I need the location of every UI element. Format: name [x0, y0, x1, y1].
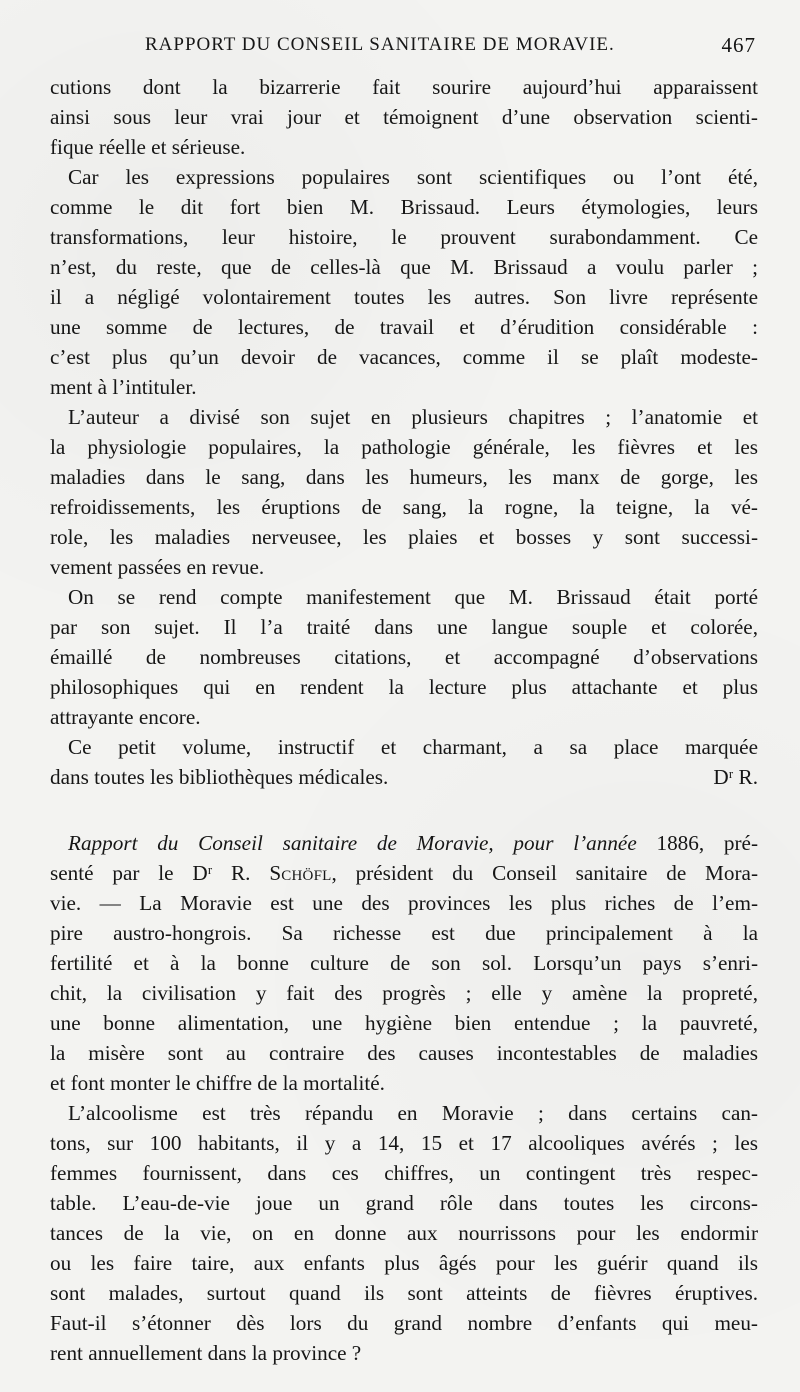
review-paragraph-3-line-4: refroidissements, les éruptions de sang, la rogne, la teigne, la vé-	[50, 495, 758, 519]
report-author-prefix: senté par le Dʳ R.	[50, 861, 251, 885]
review-paragraph-3-line-6: vement passées en revue.	[50, 555, 265, 579]
report-line-4: pire austro-hongrois. Sa richesse est due principalement à la	[50, 921, 758, 945]
review-paragraph-4-line-5: attrayante encore.	[50, 705, 201, 729]
report-paragraph-2-line-5: tances de la vie, on en donne aux nourrissons pour les endormir	[50, 1221, 758, 1245]
review-paragraph-2-line-1: Car les expressions populaires sont scientifiques ou l’ont été,	[68, 165, 758, 189]
report-paragraph-2-line-7: sont malades, surtout quand ils sont atteints de fièvres éruptives.	[50, 1281, 758, 1305]
running-title: RAPPORT DU CONSEIL SANITAIRE DE MORAVIE.	[145, 34, 615, 55]
report-paragraph-2-line-8: Faut-il s’étonner dès lors du grand nombre d’enfants qui meu-	[50, 1311, 758, 1335]
report-year: 1886, pré-	[656, 831, 759, 855]
review-paragraph-style	[50, 582, 758, 732]
report-summary	[50, 828, 758, 1098]
review-paragraph-4-line-4: philosophiques qui en rendent la lecture plus attachante et plus	[50, 675, 758, 699]
report-author-suffix: , président du Conseil sanitaire de Mora-	[331, 861, 758, 885]
review-continuation-line-1: cutions dont la bizarrerie fait sourire aujourd’hui apparaissent	[50, 75, 758, 99]
review-paragraph-2-line-3: transformations, leur histoire, le prouvent surabondamment. Ce	[50, 225, 758, 249]
report-line-8: la misère sont au contraire des causes incontestables de maladies	[50, 1041, 758, 1065]
report-paragraph-2-line-1: L’alcoolisme est très répandu en Moravie ; dans certains can-	[68, 1101, 758, 1125]
review-paragraph-3-line-1: L’auteur a divisé son sujet en plusieurs chapitres ; l’anatomie et	[68, 405, 758, 429]
report-line-7: une bonne alimentation, une hygiène bien entendue ; la pauvreté,	[50, 1011, 758, 1035]
review-paragraph-conclusion	[50, 732, 758, 792]
page-number: 467	[721, 33, 756, 57]
review-paragraph-popular-expressions	[50, 162, 758, 402]
report-paragraph-2-line-3: femmes fournissent, dans ces chiffres, un contingent très respec-	[50, 1161, 758, 1185]
running-header	[145, 34, 756, 72]
report-paragraph-2-line-6: ou les faire taire, aux enfants plus âgés pour les guérir quand ils	[50, 1251, 758, 1275]
review-continuation-line-3: fique réelle et sérieuse.	[50, 135, 246, 159]
review-paragraph-4-line-3: émaillé de nombreuses citations, et accompagné d’observations	[50, 645, 758, 669]
report-paragraph-2-line-9: rent annuellement dans la province ?	[50, 1341, 362, 1365]
review-continuation-line-2: ainsi sous leur vrai jour et témoignent d’une observation scienti-	[50, 105, 758, 129]
review-signature-line	[50, 762, 758, 792]
review-paragraph-4-line-1: On se rend compte manifestement que M. Brissaud était porté	[68, 585, 758, 609]
review-continuation	[50, 72, 758, 162]
report-title: Rapport du Conseil sanitaire de Moravie, pour l’année	[68, 831, 637, 855]
review-paragraph-2-line-5: il a négligé volontairement toutes les autres. Son livre représente	[50, 285, 758, 309]
report-author: Schöfl	[269, 861, 332, 885]
report-line-3: vie. — La Moravie est une des provinces les plus riches de l’em-	[50, 891, 758, 915]
review-final-text: dans toutes les bibliothèques médicales.	[50, 765, 389, 789]
report-paragraph-2-line-4: table. L’eau-de-vie joue un grand rôle dans toutes les circons-	[50, 1191, 758, 1215]
report-line-6: chit, la civilisation y fait des progrès ; elle y amène la propreté,	[50, 981, 758, 1005]
review-paragraph-2-line-8: ment à l’intituler.	[50, 375, 197, 399]
review-paragraph-2-line-4: n’est, du reste, que de celles-là que M. Brissaud a voulu parler ;	[50, 255, 758, 279]
report-paragraph-2-line-2: tons, sur 100 habitants, il y a 14, 15 et 17 alcooliques avérés ; les	[50, 1131, 758, 1155]
report-author-line	[50, 858, 758, 888]
report-line-5: fertilité et à la bonne culture de son sol. Lorsqu’un pays s’enri-	[50, 951, 758, 975]
report-line-9: et font monter le chiffre de la mortalité.	[50, 1071, 385, 1095]
review-paragraph-2-line-6: une somme de lectures, de travail et d’érudition considérable :	[50, 315, 758, 339]
review-paragraph-3-line-2: la physiologie populaires, la pathologie générale, les fièvres et les	[50, 435, 758, 459]
review-paragraph-2-line-7: c’est plus qu’un devoir de vacances, comme il se plaît modeste-	[50, 345, 758, 369]
section-spacer	[50, 792, 758, 828]
review-paragraph-5-line-1: Ce petit volume, instructif et charmant, a sa place marquée	[68, 735, 758, 759]
review-paragraph-4-line-2: par son sujet. Il l’a traité dans une langue souple et colorée,	[50, 615, 758, 639]
review-paragraph-chapters	[50, 402, 758, 582]
review-paragraph-3-line-5: role, les maladies nerveusee, les plaies et bosses y sont successi-	[50, 525, 758, 549]
review-paragraph-2-line-2: comme le dit fort bien M. Brissaud. Leurs étymologies, leurs	[50, 195, 758, 219]
report-paragraph-alcoholism	[50, 1098, 758, 1368]
page-body	[50, 72, 758, 1368]
review-paragraph-3-line-3: maladies dans le sang, dans les humeurs, les manx de gorge, les	[50, 465, 758, 489]
review-signature: Dʳ R.	[713, 765, 758, 789]
report-title-line	[50, 828, 758, 858]
